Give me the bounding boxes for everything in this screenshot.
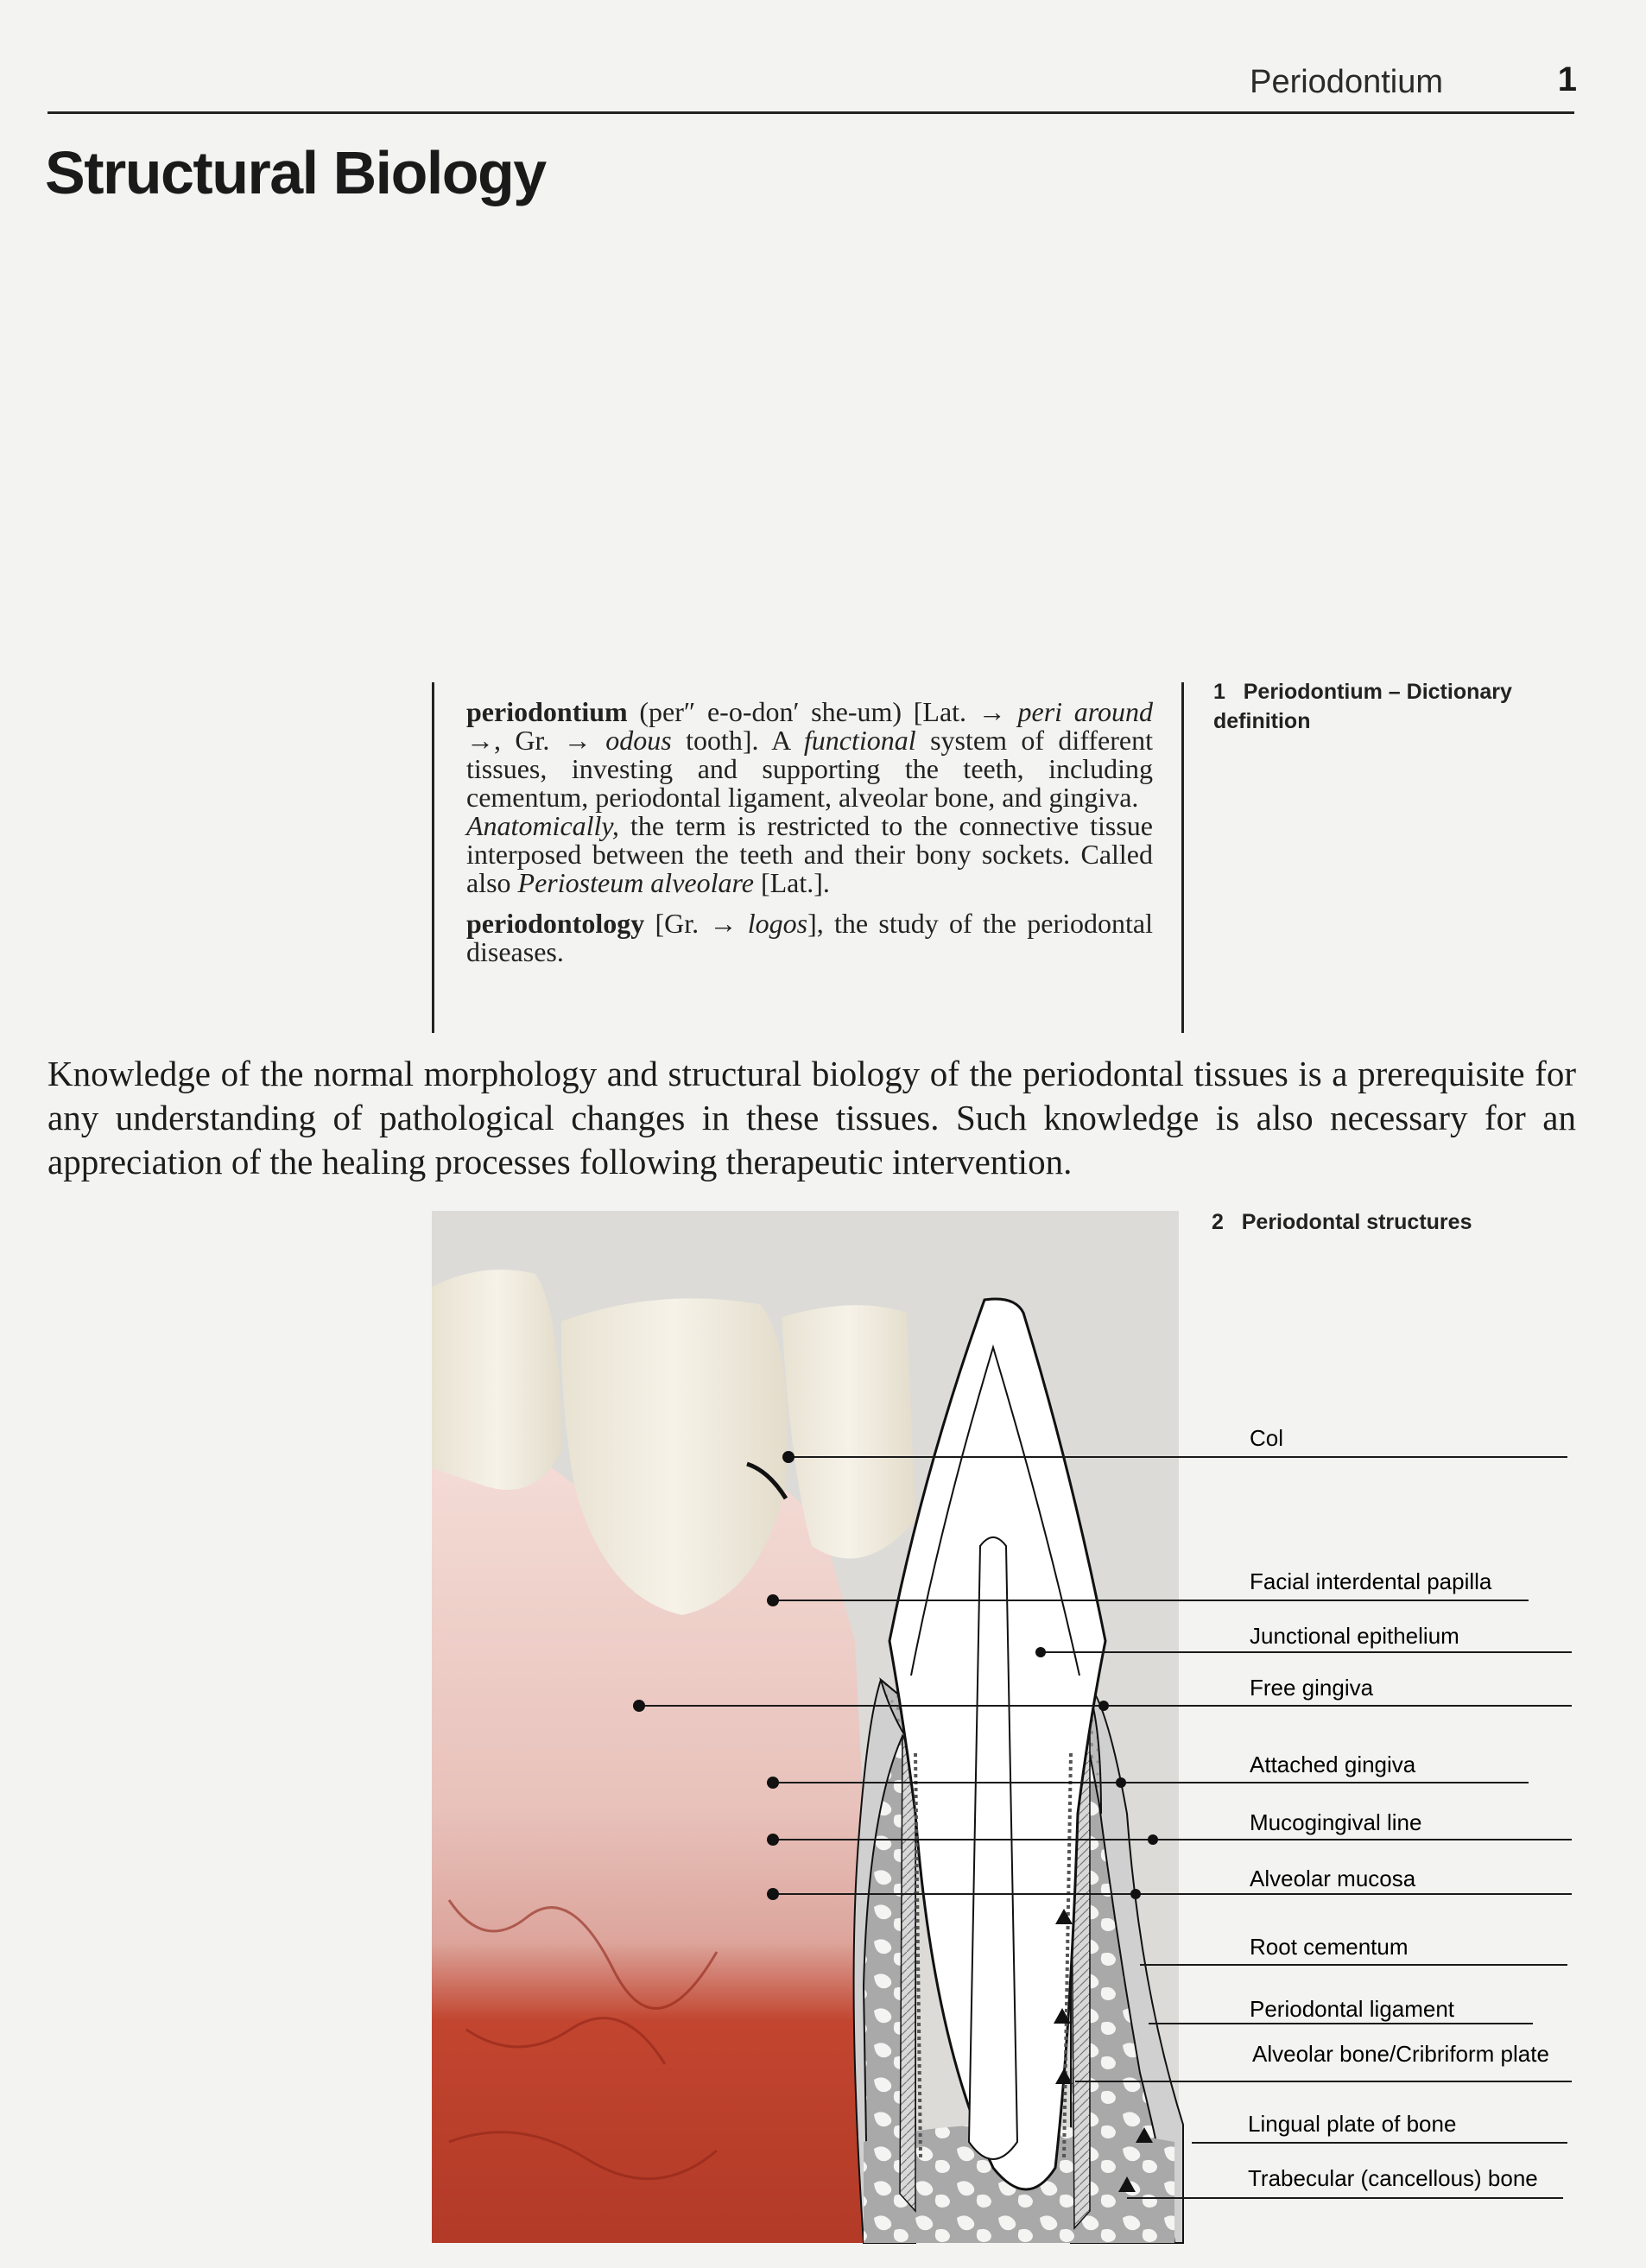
running-header-section: Periodontium <box>1250 64 1443 100</box>
label-facial-interdental-papilla: Facial interdental papilla <box>1250 1568 1492 1594</box>
page-number: 1 <box>1557 60 1577 98</box>
chapter-title: Structural Biology <box>45 139 546 206</box>
etym-odous: odous <box>605 725 672 756</box>
etym-around: around <box>1073 696 1154 727</box>
etym-logos: logos <box>747 908 808 939</box>
term-periosteum: Periosteum alveolare <box>517 867 754 898</box>
definition-text-2: ], the study of the periodontal diseases. <box>466 908 1154 967</box>
dot-alveolar-mucosa-2 <box>1130 1889 1141 1899</box>
etym-tooth: tooth]. A <box>671 725 804 756</box>
figure2-caption-text: Periodontal structures <box>1241 1210 1472 1234</box>
label-lingual-plate-of-bone: Lingual plate of bone <box>1248 2111 1457 2137</box>
figure-labels <box>1248 1425 1549 2191</box>
term-functional: functional <box>803 725 916 756</box>
dot-col <box>782 1451 795 1463</box>
clinical-photo <box>432 1270 915 2243</box>
figure1-caption-text: Periodontium – Dictionary definition <box>1213 680 1512 733</box>
dot-alveolar-mucosa <box>767 1888 779 1900</box>
label-periodontal-ligament: Periodontal ligament <box>1250 1996 1455 2022</box>
dot-mucogingival-2 <box>1148 1834 1158 1845</box>
headword-periodontium: periodontium <box>466 696 628 727</box>
label-root-cementum: Root cementum <box>1250 1934 1409 1960</box>
label-alveolar-mucosa: Alveolar mucosa <box>1250 1866 1416 1891</box>
label-trabecular-bone: Trabecular (cancellous) bone <box>1248 2165 1538 2191</box>
intro-paragraph: Knowledge of the normal morphology and structural biology of the periodontal tissues is a prerequisite for any understanding of pathological changes in these tissues. Such knowledge is also necessary for an appreciation of the healing processes following therapeutic intervention. <box>47 1054 1576 1182</box>
dot-free-gingiva-2 <box>1098 1701 1109 1711</box>
dot-attached-gingiva <box>767 1777 779 1789</box>
figure2-number: 2 <box>1212 1210 1224 1234</box>
etym-peri: peri <box>1017 696 1063 727</box>
figure1-number: 1 <box>1213 680 1225 704</box>
label-alveolar-bone-cribriform-plate: Alveolar bone/Cribriform plate <box>1252 2041 1549 2067</box>
lat-end: [Lat.]. <box>753 867 830 898</box>
pronunciation: (per″ e-o-don′ she-um) [Lat. → <box>627 696 1018 727</box>
dot-free-gingiva <box>633 1700 645 1712</box>
etym-gr-2: [Gr. → <box>644 908 748 939</box>
definition-text: system of different tissues, investing and supporting the teeth, including cementum, periodontal ligament, alveolar bone, and gingiva. <box>466 725 1154 813</box>
label-junctional-epithelium: Junctional epithelium <box>1250 1623 1459 1649</box>
label-col: Col <box>1250 1425 1284 1451</box>
dot-papilla <box>767 1594 779 1606</box>
incisor-left <box>432 1270 561 1490</box>
dot-attached-gingiva-2 <box>1116 1777 1126 1788</box>
headword-periodontology: periodontology <box>466 908 645 939</box>
term-anatomically: Anatomically, <box>466 810 619 841</box>
label-attached-gingiva: Attached gingiva <box>1250 1752 1416 1777</box>
dot-junctional <box>1035 1647 1046 1657</box>
anatomical-definition: the term is restricted to the connective tissue interposed between the teeth and their bony sockets. Called also <box>466 810 1153 898</box>
label-free-gingiva: Free gingiva <box>1250 1675 1374 1701</box>
dot-mucogingival <box>767 1834 779 1846</box>
etym-gr: →, Gr. → <box>466 725 606 756</box>
label-mucogingival-line: Mucogingival line <box>1250 1809 1422 1835</box>
